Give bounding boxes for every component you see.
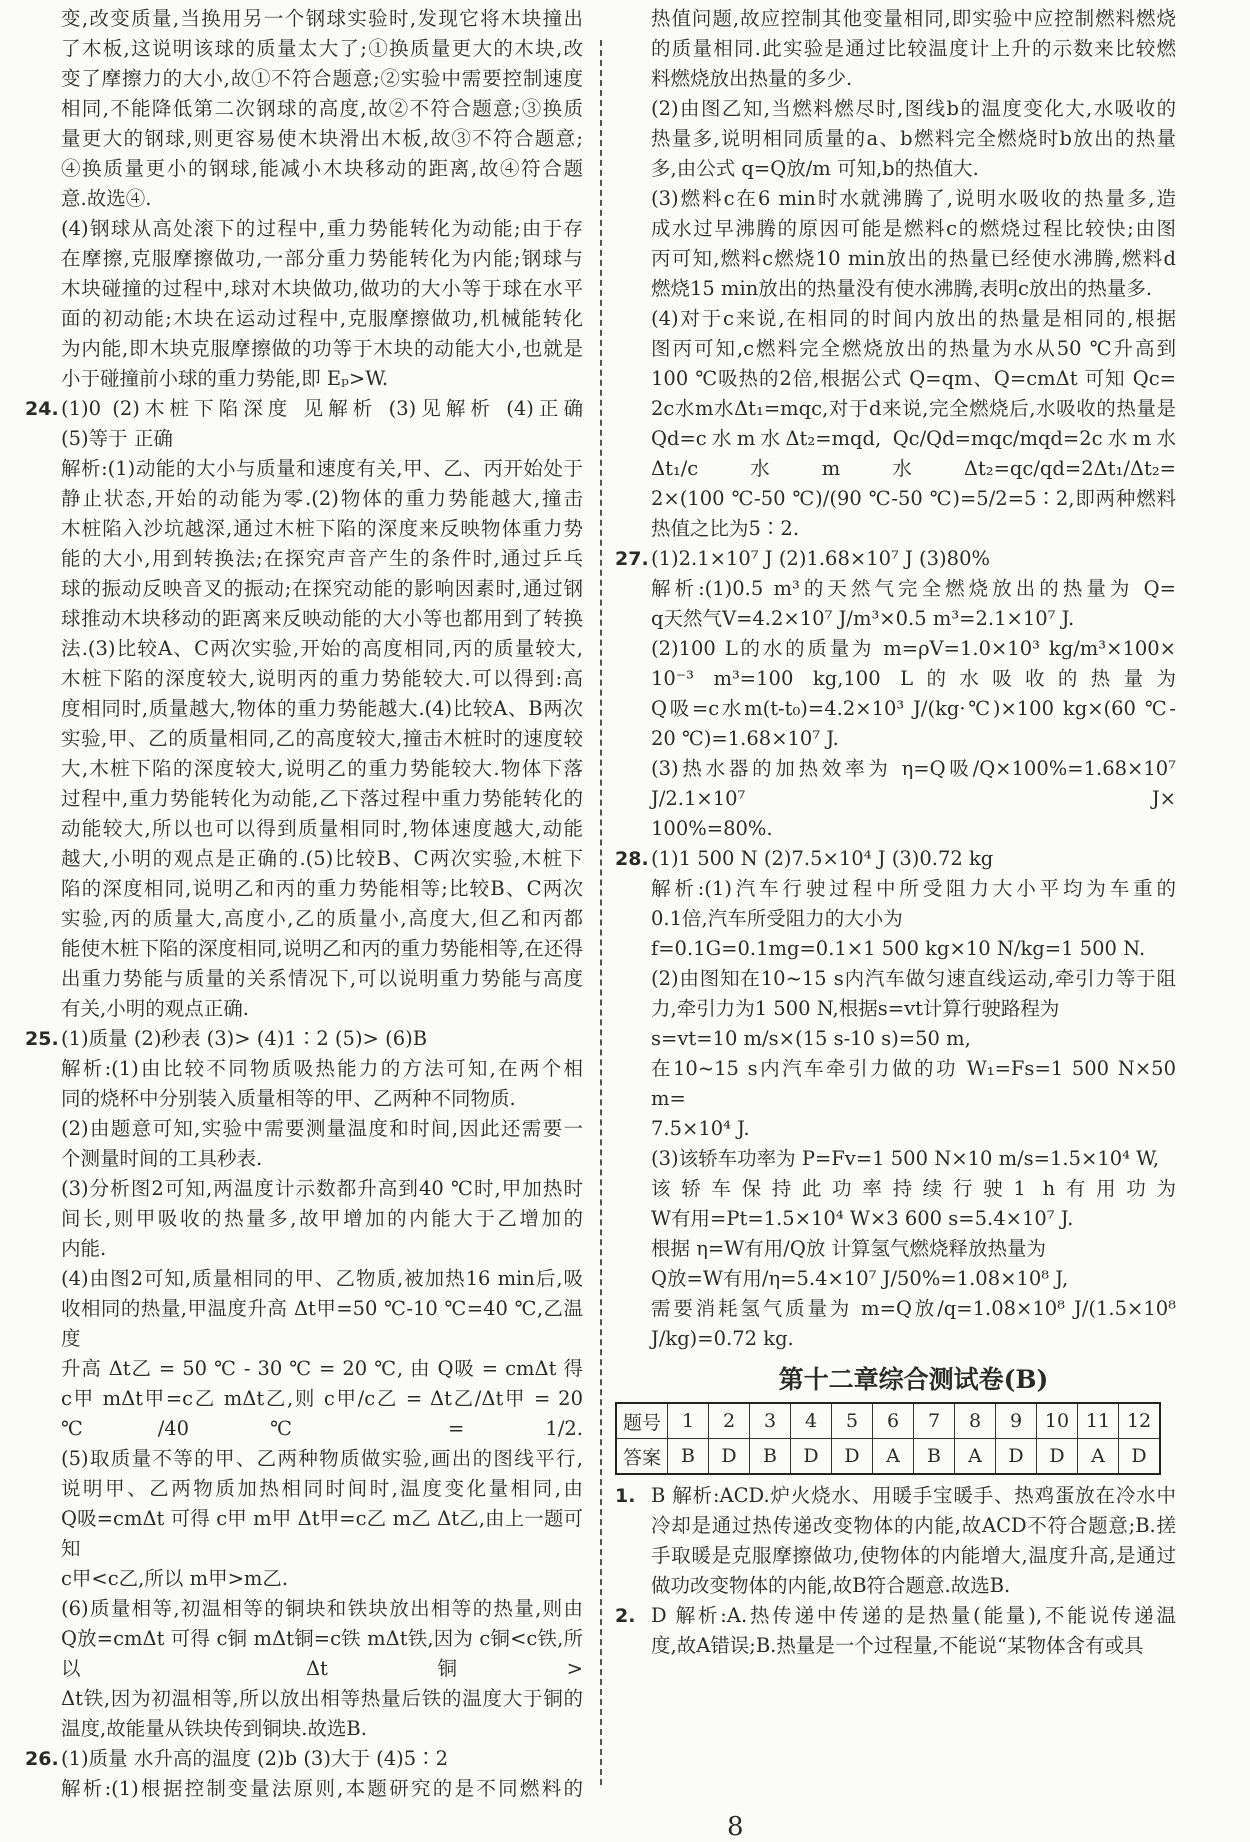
text-line [61,94,583,124]
text-line [61,844,583,874]
line-text: 热值问题,故应控制其他变量相同,即实验中应控制燃料燃烧 [651,7,1176,30]
text-line [61,244,583,274]
table-row-answers [616,1439,1160,1475]
line-text: D 解析:A.热传递中传递的是热量(能量),不能说传递温 [651,1604,1176,1627]
text-line [61,604,583,634]
text-line [61,1204,583,1234]
question-number-cell: 8 [955,1403,996,1439]
answers-continued [615,4,1176,1354]
answer-cell: D [1119,1439,1161,1475]
line-text: 20 ℃)=1.68×10⁷ J. [651,727,839,750]
text-line [651,574,1176,604]
text-line [61,364,583,394]
text-line [651,94,1176,124]
line-text: 解析:(1)根据控制变量法原则,本题研究的是不同燃料的 [61,1777,583,1800]
line-text: 越大,小明的观点是正确的.(5)比较B、C两次实验,木桩下 [61,847,583,870]
text-line [61,994,583,1024]
text-line [61,1714,583,1744]
answer-cell: B [750,1439,791,1475]
line-text: 量更大的钢球,则更容易使木块滑出木板,故③不符合题意; [61,127,583,150]
text-line [651,634,1176,664]
text-line [651,244,1176,274]
text-line [61,1684,583,1714]
text-line [651,364,1176,394]
line-text: 法.(3)比较A、C两次实验,开始的高度相同,丙的质量较大, [61,637,583,660]
line-text: 大,木桩下陷的深度较大,说明乙的重力势能较大.物体下落 [61,757,583,780]
text-line [61,934,583,964]
text-line [651,1264,1176,1294]
text-line [651,1174,1176,1204]
text-line [651,1541,1176,1571]
question-number-cell: 9 [996,1403,1037,1439]
text-line [61,1294,583,1354]
line-text: (1)质量 (2)秒表 (3)> (4)1∶2 (5)> (6)B [61,1027,428,1050]
line-text: 温度,故能量从铁块传到铜块.故选B. [61,1717,367,1740]
text-line [61,1594,583,1624]
line-text: c甲 mΔt甲=c乙 mΔt乙,则 c甲/c乙 = Δt乙/Δt甲 = 20 ℃/40 ℃ = 1/2. [61,1387,583,1440]
table-row-numbers [616,1403,1160,1439]
text-line [61,574,583,604]
text-line [61,1084,583,1114]
line-text: 陷的深度相同,说明乙和丙的重力势能相等;比较B、C两次 [61,877,583,900]
line-text: 解析:(1)0.5 m³的天然气完全燃烧放出的热量为 Q= [651,577,1176,600]
text-line [651,1234,1176,1264]
line-text: (2)由题意可知,实验中需要测量温度和时间,因此还需要一 [61,1117,583,1140]
line-text: (1)质量 水升高的温度 (2)b (3)大于 (4)5∶2 [61,1747,449,1770]
question-number: 1. [615,1485,636,1507]
text-line [61,1234,583,1264]
text-line [651,694,1176,724]
line-text: 实验,丙的质量大,高度小,乙的质量小,高度大,但乙和丙都 [61,907,583,930]
line-text: 说明甲、乙两物质加热相同时间时,温度变化量相同,由 [61,1477,583,1500]
line-text: (2)由图乙知,当燃料燃尽时,图线b的温度变化大,水吸收的 [651,97,1176,120]
question-number: 27. [615,548,649,570]
line-text: Q吸=cmΔt 可得 c甲 m甲 Δt甲=c乙 m乙 Δt乙,由上一题可知 [61,1507,583,1560]
text-line [61,634,583,664]
text-line [61,274,583,304]
line-text: 度相同时,质量越大,物体的重力势能越大.(4)比较A、B两次 [61,697,583,720]
line-text: (4)对于c来说,在相同的时间内放出的热量是相同的,根据 [651,307,1176,330]
question-answer-line [25,1024,583,1054]
line-text: 的质量相同.此实验是通过比较温度计上升的示数来比较燃 [651,37,1176,60]
line-text: (3)热水器的加热效率为 η=Q吸/Q×100%=1.68×10⁷ J/2.1×10⁷ J× [651,757,1176,810]
left-column [25,4,583,1804]
line-text: (5)取质量不等的甲、乙两种物质做实验,画出的图线平行, [61,1447,583,1470]
line-text: 在10~15 s内汽车牵引力做的功 W₁=Fs=1 500 N×50 m= [651,1057,1176,1110]
line-text: 燃烧15 min放出的热量没有使水沸腾,表明c放出的热量多. [651,277,1153,300]
line-text: 料燃烧放出热量的多少. [651,67,853,90]
text-line [61,664,583,694]
text-line [651,1024,1176,1054]
line-text: 收相同的热量,甲温度升高 Δt甲=50 ℃-10 ℃=40 ℃,乙温度 [61,1297,583,1350]
line-text: 能的大小,用到转换法;在探究声音产生的条件时,通过乒乓 [61,547,583,570]
line-text: c甲<c乙,所以 m甲>m乙. [61,1567,289,1590]
text-line [651,1114,1176,1144]
text-line [61,1624,583,1684]
line-text: 个测量时间的工具秒表. [61,1147,263,1170]
text-line [651,334,1176,364]
text-line [651,424,1176,484]
text-line [61,1774,583,1804]
text-line [651,724,1176,754]
line-text: 0.1倍,汽车所受阻力的大小为 [651,907,903,930]
text-line [651,124,1176,154]
line-text: 度,故A错误;B.热量是一个过程量,不能说“某物体含有或具 [651,1634,1144,1657]
test-b-answers [615,1481,1176,1661]
text-line [61,1264,583,1294]
text-line [61,484,583,514]
column-divider [600,40,602,1785]
line-text: (1)2.1×10⁷ J (2)1.68×10⁷ J (3)80% [651,547,991,570]
question-number: 25. [25,1028,59,1050]
text-line [61,334,583,364]
line-text: 内能. [61,1237,107,1260]
text-line [61,1174,583,1204]
answer-cell: D [709,1439,750,1475]
answer-cell: A [873,1439,914,1475]
line-text: 冷却是通过热传递改变物体的内能,故ACD不符合题意;B.搓 [651,1514,1176,1537]
question-answer-line [615,544,1176,574]
text-line [61,154,583,184]
text-line [651,1511,1176,1541]
text-line [61,34,583,64]
text-line [61,754,583,784]
answer-cell: B [668,1439,709,1475]
line-text: 2c水m水Δt₁=mqc,对于d来说,完全燃烧后,水吸收的热量是 [651,397,1176,420]
question-number: 26. [25,1748,59,1770]
line-text: 了木板,这说明该球的质量太大了;①换质量更大的木块,改 [61,37,583,60]
line-text: 成水过早沸腾的原因可能是燃料c的燃烧过程比较快;由图 [651,217,1176,240]
text-line [61,424,583,454]
line-text: 实验,甲、乙的质量相同,乙的高度较大,撞击木桩时的速度较 [61,727,583,750]
question-answer-line [615,1481,1176,1511]
text-line [61,4,583,34]
line-text: 间长,则甲吸收的热量多,故甲增加的内能大于乙增加的 [61,1207,583,1230]
answer-cell: D [996,1439,1037,1475]
line-text: Q吸=c水m(t-t₀)=4.2×10³ J/(kg·℃)×100 kg×(60 ℃- [651,697,1176,720]
question-answer-line [25,394,583,424]
table-header: 答案 [616,1439,668,1475]
question-number-cell: 12 [1119,1403,1161,1439]
line-text: (2)100 L的水的质量为 m=ρV=1.0×10³ kg/m³×100× [651,637,1176,660]
question-number-cell: 6 [873,1403,914,1439]
line-text: Qd=c水m水Δt₂=mqd, Qc/Qd=mqc/mqd=2c水m水Δt₁/c水m水Δt₂=qc/qd=2Δt₁/Δt₂= [651,427,1176,480]
line-text: 小于碰撞前小球的重力势能,即 Eₚ>W. [61,367,389,390]
line-text: 该轿车保持此功率持续行驶1 h有用功为 [651,1177,1176,1200]
text-line [651,64,1176,94]
line-text: 木块碰撞的过程中,球对木块做功,做功的大小等于球在水平 [61,277,583,300]
line-text: f=0.1G=0.1mg=0.1×1 500 kg×10 N/kg=1 500 N. [651,937,1146,960]
line-text: Q放=W有用/η=5.4×10⁷ J/50%=1.08×10⁸ J, [651,1267,1069,1290]
text-line [651,304,1176,334]
text-line [61,1474,583,1504]
answer-cell: A [955,1439,996,1475]
text-line [61,1054,583,1084]
line-text: s=vt=10 m/s×(15 s-10 s)=50 m, [651,1027,971,1050]
line-text: (3)分析图2可知,两温度计示数都升高到40 ℃时,甲加热时 [61,1177,583,1200]
text-line [61,1564,583,1594]
answer-cell: D [791,1439,832,1475]
line-text: (3)燃料c在6 min时水就沸腾了,说明水吸收的热量多,造 [651,187,1176,210]
text-line [651,394,1176,424]
line-text: 能使木桩下陷的深度相同,说明乙和丙的重力势能相等,在还得 [61,937,583,960]
text-line [61,64,583,94]
line-text: 木桩陷入沙坑越深,通过木桩下陷的深度来反映物体重力势 [61,517,583,540]
line-text: 升高 Δt乙 = 50 ℃ - 30 ℃ = 20 ℃, 由 Q吸 = cmΔt 得 [61,1357,583,1380]
text-line [61,1444,583,1474]
line-text: q天然气V=4.2×10⁷ J/m³×0.5 m³=2.1×10⁷ J. [651,607,1075,630]
text-line [651,1144,1176,1174]
text-line [651,874,1176,904]
line-text: 变了摩擦力的大小,故①不符合题意;②实验中需要控制速度 [61,67,583,90]
line-text: 100 ℃吸热的2倍,根据公式 Q=qm、Q=cmΔt 可知 Qc= [651,367,1176,390]
question-answer-line [615,844,1176,874]
line-text: 7.5×10⁴ J. [651,1117,750,1140]
question-answer-line [25,1744,583,1774]
question-number: 2. [615,1605,636,1627]
text-line [651,4,1176,34]
line-text: 做功改变物体的内能,故B符合题意.故选B. [651,1574,1011,1597]
line-text: 过程中,重力势能转化为动能,乙下落过程中重力势能转化的 [61,787,583,810]
answer-cell: A [1078,1439,1119,1475]
line-text: (1)0 (2)木桩下陷深度 见解析 (3)见解析 (4)正确 [61,397,583,420]
line-text: 图丙可知,c燃料完全燃烧放出的热量为水从50 ℃升高到 [651,337,1176,360]
text-line [61,124,583,154]
text-line [651,1631,1176,1661]
line-text: (4)由图2可知,质量相同的甲、乙物质,被加热16 min后,吸 [61,1267,583,1290]
text-line [61,1354,583,1384]
question-number-cell: 5 [832,1403,873,1439]
text-line [61,784,583,814]
text-line [651,1204,1176,1234]
text-line [651,994,1176,1024]
question-number: 24. [25,398,59,420]
section-title: 第十二章综合测试卷(B) [778,1365,1049,1394]
text-line [61,964,583,994]
line-text: 2×(100 ℃-50 ℃)/(90 ℃-50 ℃)=5/2=5∶2,即两种燃料热值之比为5∶2. [651,487,1176,540]
text-line [651,904,1176,934]
line-text: 意.故选④. [61,187,152,210]
text-line [61,1504,583,1564]
text-line [651,214,1176,244]
question-number-cell: 1 [668,1403,709,1439]
line-text: Q放=cmΔt 可得 c铜 mΔt铜=c铁 mΔt铁,因为 c铜<c铁,所以 Δt铜> [61,1627,583,1680]
line-text: (3)该轿车功率为 P=Fv=1 500 N×10 m/s=1.5×10⁴ W, [651,1147,1160,1170]
line-text: 为内能,即木块克服摩擦做的功等于木块的动能大小,也就是 [61,337,583,360]
line-text: (5)等于 正确 [61,427,173,450]
line-text: (4)钢球从高处滚下的过程中,重力势能转化为动能;由于存 [61,217,583,240]
line-text: 力,牵引力为1 500 N,根据s=vt计算行驶路程为 [651,997,1060,1020]
line-text: 有关,小明的观点正确. [61,997,249,1020]
line-text: 在摩擦,克服摩擦做功,一部分重力势能转化为内能;钢球与 [61,247,583,270]
question-number-cell: 10 [1037,1403,1078,1439]
right-column [615,4,1176,1661]
text-line [61,874,583,904]
text-line [651,814,1176,844]
line-text: (6)质量相等,初温相等的铜块和铁块放出相等的热量,则由 [61,1597,583,1620]
answer-cell: B [914,1439,955,1475]
line-text: 动能较大,所以也可以得到质量相同时,物体速度越大,动能 [61,817,583,840]
text-line [651,184,1176,214]
text-line [61,1144,583,1174]
line-text: 解析:(1)动能的大小与质量和速度有关,甲、乙、丙开始处于 [61,457,583,480]
text-line [61,694,583,724]
text-line [61,1384,583,1444]
line-text: 根据 η=W有用/Q放 计算氢气燃烧释放热量为 [651,1237,1047,1260]
line-text: 球的振动反映音叉的振动;在探究动能的影响因素时,通过钢 [61,577,583,600]
question-answer-line [615,1601,1176,1631]
line-text: 木桩下陷的深度较大,说明丙的重力势能较大.可以得到:高 [61,667,583,690]
line-text: W有用=Pt=1.5×10⁴ W×3 600 s=5.4×10⁷ J. [651,1207,1074,1230]
line-text: 球推动木块移动的距离来反映动能的大小等也都用到了转换 [61,607,583,630]
text-line [651,754,1176,814]
line-text: 静止状态,开始的动能为零.(2)物体的重力势能越大,撞击 [61,487,583,510]
line-text: 出重力势能与质量的关系情况下,可以说明重力势能与高度 [61,967,583,990]
page-number: 8 [727,1812,744,1842]
text-line [61,304,583,334]
line-text: 面的初动能;木块在运动过程中,克服摩擦做功,机械能转化 [61,307,583,330]
text-line [651,664,1176,694]
question-number-cell: 2 [709,1403,750,1439]
line-text: ④换质量更小的钢球,能减小木块移动的距离,故④符合题 [61,157,583,180]
line-text: 手取暖是克服摩擦做功,使物体的内能增大,温度升高,是通过 [651,1544,1176,1567]
line-text: 变,改变质量,当换用另一个钢球实验时,发现它将木块撞出 [61,7,583,30]
table-header: 题号 [616,1403,668,1439]
text-line [61,1114,583,1144]
text-line [61,904,583,934]
answer-table [615,1402,1161,1475]
line-text: 需要消耗氢气质量为 m=Q放/q=1.08×10⁸ J/(1.5×10⁸ J/kg)=0.72 kg. [651,1297,1176,1350]
text-line [651,484,1176,544]
line-text: 同的烧杯中分别装入质量相等的甲、乙两种不同物质. [61,1087,516,1110]
line-text: 10⁻³ m³=100 kg,100 L的水吸收的热量为 [651,667,1176,690]
line-text: 解析:(1)由比较不同物质吸热能力的方法可知,在两个相 [61,1057,583,1080]
line-text: 热量多,说明相同质量的a、b燃料完全燃烧时b放出的热量 [651,127,1176,150]
line-text: 丙可知,燃料c燃烧10 min放出的热量已经使水沸腾,燃料d [651,247,1176,270]
line-text: B 解析:ACD.炉火烧水、用暖手宝暖手、热鸡蛋放在冷水中 [651,1484,1176,1507]
text-line [651,1571,1176,1601]
text-line [651,1294,1176,1354]
answer-cell: D [832,1439,873,1475]
question-number-cell: 11 [1078,1403,1119,1439]
text-line [651,34,1176,64]
line-text: (1)1 500 N (2)7.5×10⁴ J (3)0.72 kg [651,847,994,870]
text-line [651,604,1176,634]
question-number-cell: 4 [791,1403,832,1439]
line-text: 解析:(1)汽车行驶过程中所受阻力大小平均为车重的 [651,877,1176,900]
line-text: Δt铁,因为初温相等,所以放出相等热量后铁的温度大于铜的 [61,1687,583,1710]
line-text: 相同,不能降低第二次钢球的高度,故②不符合题意;③换质 [61,97,583,120]
line-text: (2)由图知在10~15 s内汽车做匀速直线运动,牵引力等于阻 [651,967,1176,990]
answer-cell: D [1037,1439,1078,1475]
question-number-cell: 3 [750,1403,791,1439]
text-line [61,514,583,544]
text-line [61,184,583,214]
text-line [61,544,583,574]
text-line [651,274,1176,304]
text-line [61,454,583,484]
text-line [651,1054,1176,1114]
question-number: 28. [615,848,649,870]
text-line [61,214,583,244]
text-line [651,154,1176,184]
line-text: 多,由公式 q=Q放/m 可知,b的热值大. [651,157,979,180]
text-line [651,934,1176,964]
text-line [61,814,583,844]
text-line [61,724,583,754]
text-line [651,964,1176,994]
question-number-cell: 7 [914,1403,955,1439]
line-text: 100%=80%. [651,817,773,840]
